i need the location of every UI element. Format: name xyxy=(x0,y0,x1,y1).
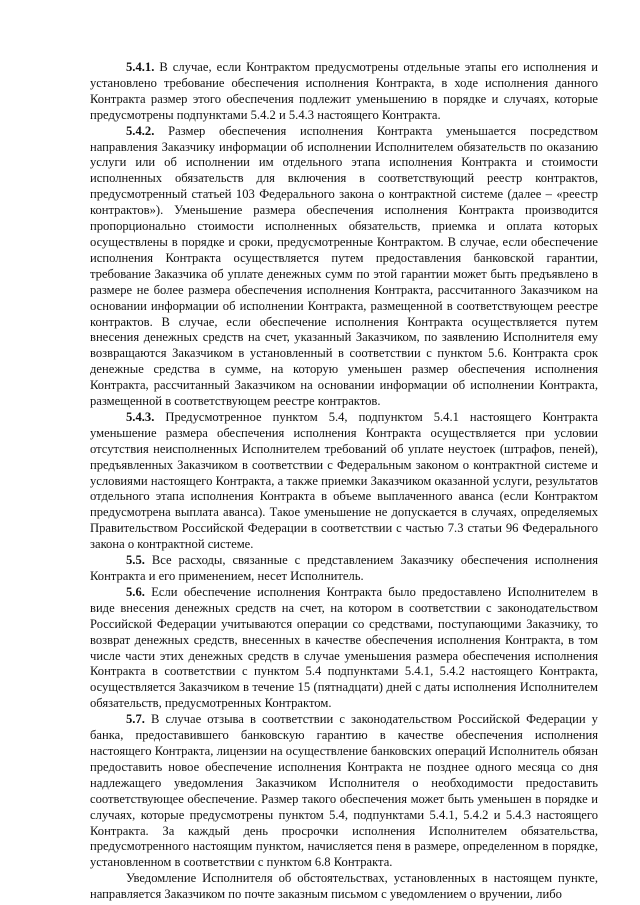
clause-number: 5.5. xyxy=(126,553,145,568)
clause-text: В случае, если Контрактом предусмотрены отдельные этапы его исполнения и установлено требование обеспечения исполнения Контракта, в ходе исполнения данного Контракта размер этого обеспечения подлежит уменьшению в порядке и случаях, которые предусмотрены подпунктами 5.4.2 и 5.4.3 настоящего Контракта. xyxy=(90,60,598,122)
clause-number: 5.4.2. xyxy=(126,123,155,138)
clause-text: Размер обеспечения исполнения Контракта уменьшается посредством направления Заказчику информации об исполнении Исполнителем обязательств по оказанию услуги или об исполнении им отдельного этапа исполнения Контракта и стоимости исполненных обязательств для включения в соответствующий реестр контрактов, предусмотренный статьей 103 Федерального закона о контрактной системе (далее – «реестр контрактов»). Уменьшение размера обеспечения исполнения Контракта производится пропорционально стоимости исполненных обязательств, приемка и оплата которых осуществлены в порядке и сроки, предусмотренные Контрактом. В случае, если обеспечение исполнения Контракта осуществляется путем предоставления банковской гарантии, требование Заказчика об уплате денежных сумм по этой гарантии может быть предъявлено в размере не более размера обеспечения исполнения Контракта, рассчитанного Заказчиком на основании информации об исполнении Контракта, размещенной в соответствующем реестре контрактов. В случае, если обеспечение исполнения Контракта осуществляется путем внесения денежных средств на счет, указанный Заказчиком, по заявлению Исполнителя ему возвращаются Заказчиком в установленный в соответствии с пунктом 5.6. Контракта срок денежные средства в сумме, на которую уменьшен размер обеспечения исполнения Контракта, рассчитанный Заказчиком на основании информации об исполнении Контракта, размещенной в соответствующем реестре контрактов. xyxy=(90,123,598,409)
paragraph-5-6 xyxy=(90,585,598,712)
paragraph-5-5 xyxy=(90,553,598,585)
clause-number: 5.7. xyxy=(126,712,145,727)
paragraph-5-4-3 xyxy=(90,410,598,553)
clause-text: В случае отзыва в соответствии с законодательством Российской Федерации у банка, предоставившего банковскую гарантию в качестве обеспечения исполнения настоящего Контракта, лицензии на осуществление банковских операций Исполнитель обязан предоставить новое обеспечение исполнения Контракта не позднее одного месяца со дня надлежащего уведомления Заказчиком Исполнителя о необходимости предоставить соответствующее обеспечение. Размер такого обеспечения может быть уменьшен в порядке и случаях, которые предусмотрены пунктом 5.4, подпунктами 5.4.1, 5.4.2 и 5.4.3 настоящего Контракта. За каждый день просрочки исполнения Исполнителем обязательства, предусмотренного настоящим пунктом, начисляется пеня в размере, определенном в порядке, установленном в соответствии с пунктом 6.8 Контракта. xyxy=(90,712,598,870)
paragraph-5-7 xyxy=(90,712,598,871)
document-page xyxy=(90,60,598,903)
clause-text: Предусмотренное пунктом 5.4, подпунктом 5.4.1 настоящего Контракта уменьшение размера обеспечения исполнения Контракта осуществляется при условии отсутствия неисполненных Исполнителем требований об уплате неустоек (штрафов, пеней), предъявленных Заказчиком в соответствии с Федеральным законом о контрактной системе и условиями настоящего Контракта, а также приемки Заказчиком оказанной услуги, результатов отдельного этапа исполнения Контракта в объеме выплаченного аванса (если Контрактом предусмотрена выплата аванса). Такое уменьшение не допускается в случаях, определяемых Правительством Российской Федерации в соответствии с частью 7.3 статьи 96 Федерального закона о контрактной системе. xyxy=(90,409,598,552)
paragraph-5-4-2 xyxy=(90,124,598,410)
clause-text: Уведомление Исполнителя об обстоятельствах, установленных в настоящем пункте, направляется Заказчиком по почте заказным письмом с уведомлением о вручении, либо xyxy=(90,871,598,902)
clause-text: Все расходы, связанные с представлением Заказчику обеспечения исполнения Контракта и его применением, несет Исполнитель. xyxy=(90,553,599,583)
clause-number: 5.4.3. xyxy=(126,409,155,424)
clause-number: 5.4.1. xyxy=(126,60,155,74)
clause-text: Если обеспечение исполнения Контракта было предоставлено Исполнителем в виде внесения денежных средств на счет, на котором в соответствии с законодательством Российской Федерации учитываются операции со средствами, поступающими Заказчику, то возврат денежных средств, внесенных в качестве обеспечения исполнения Контракта, в том числе части этих денежных средств в случае уменьшения размера обеспечения исполнения Контракта в соответствии с пунктом 5.4 подпунктами 5.4.1, 5.4.2 настоящего Контракта, осуществляется Заказчиком в течение 15 (пятнадцати) дней с даты исполнения Исполнителем обязательств, предусмотренных Контрактом. xyxy=(90,584,598,711)
paragraph-notification xyxy=(90,871,598,903)
clause-number: 5.6. xyxy=(126,584,145,599)
paragraph-5-4-1 xyxy=(90,60,598,124)
